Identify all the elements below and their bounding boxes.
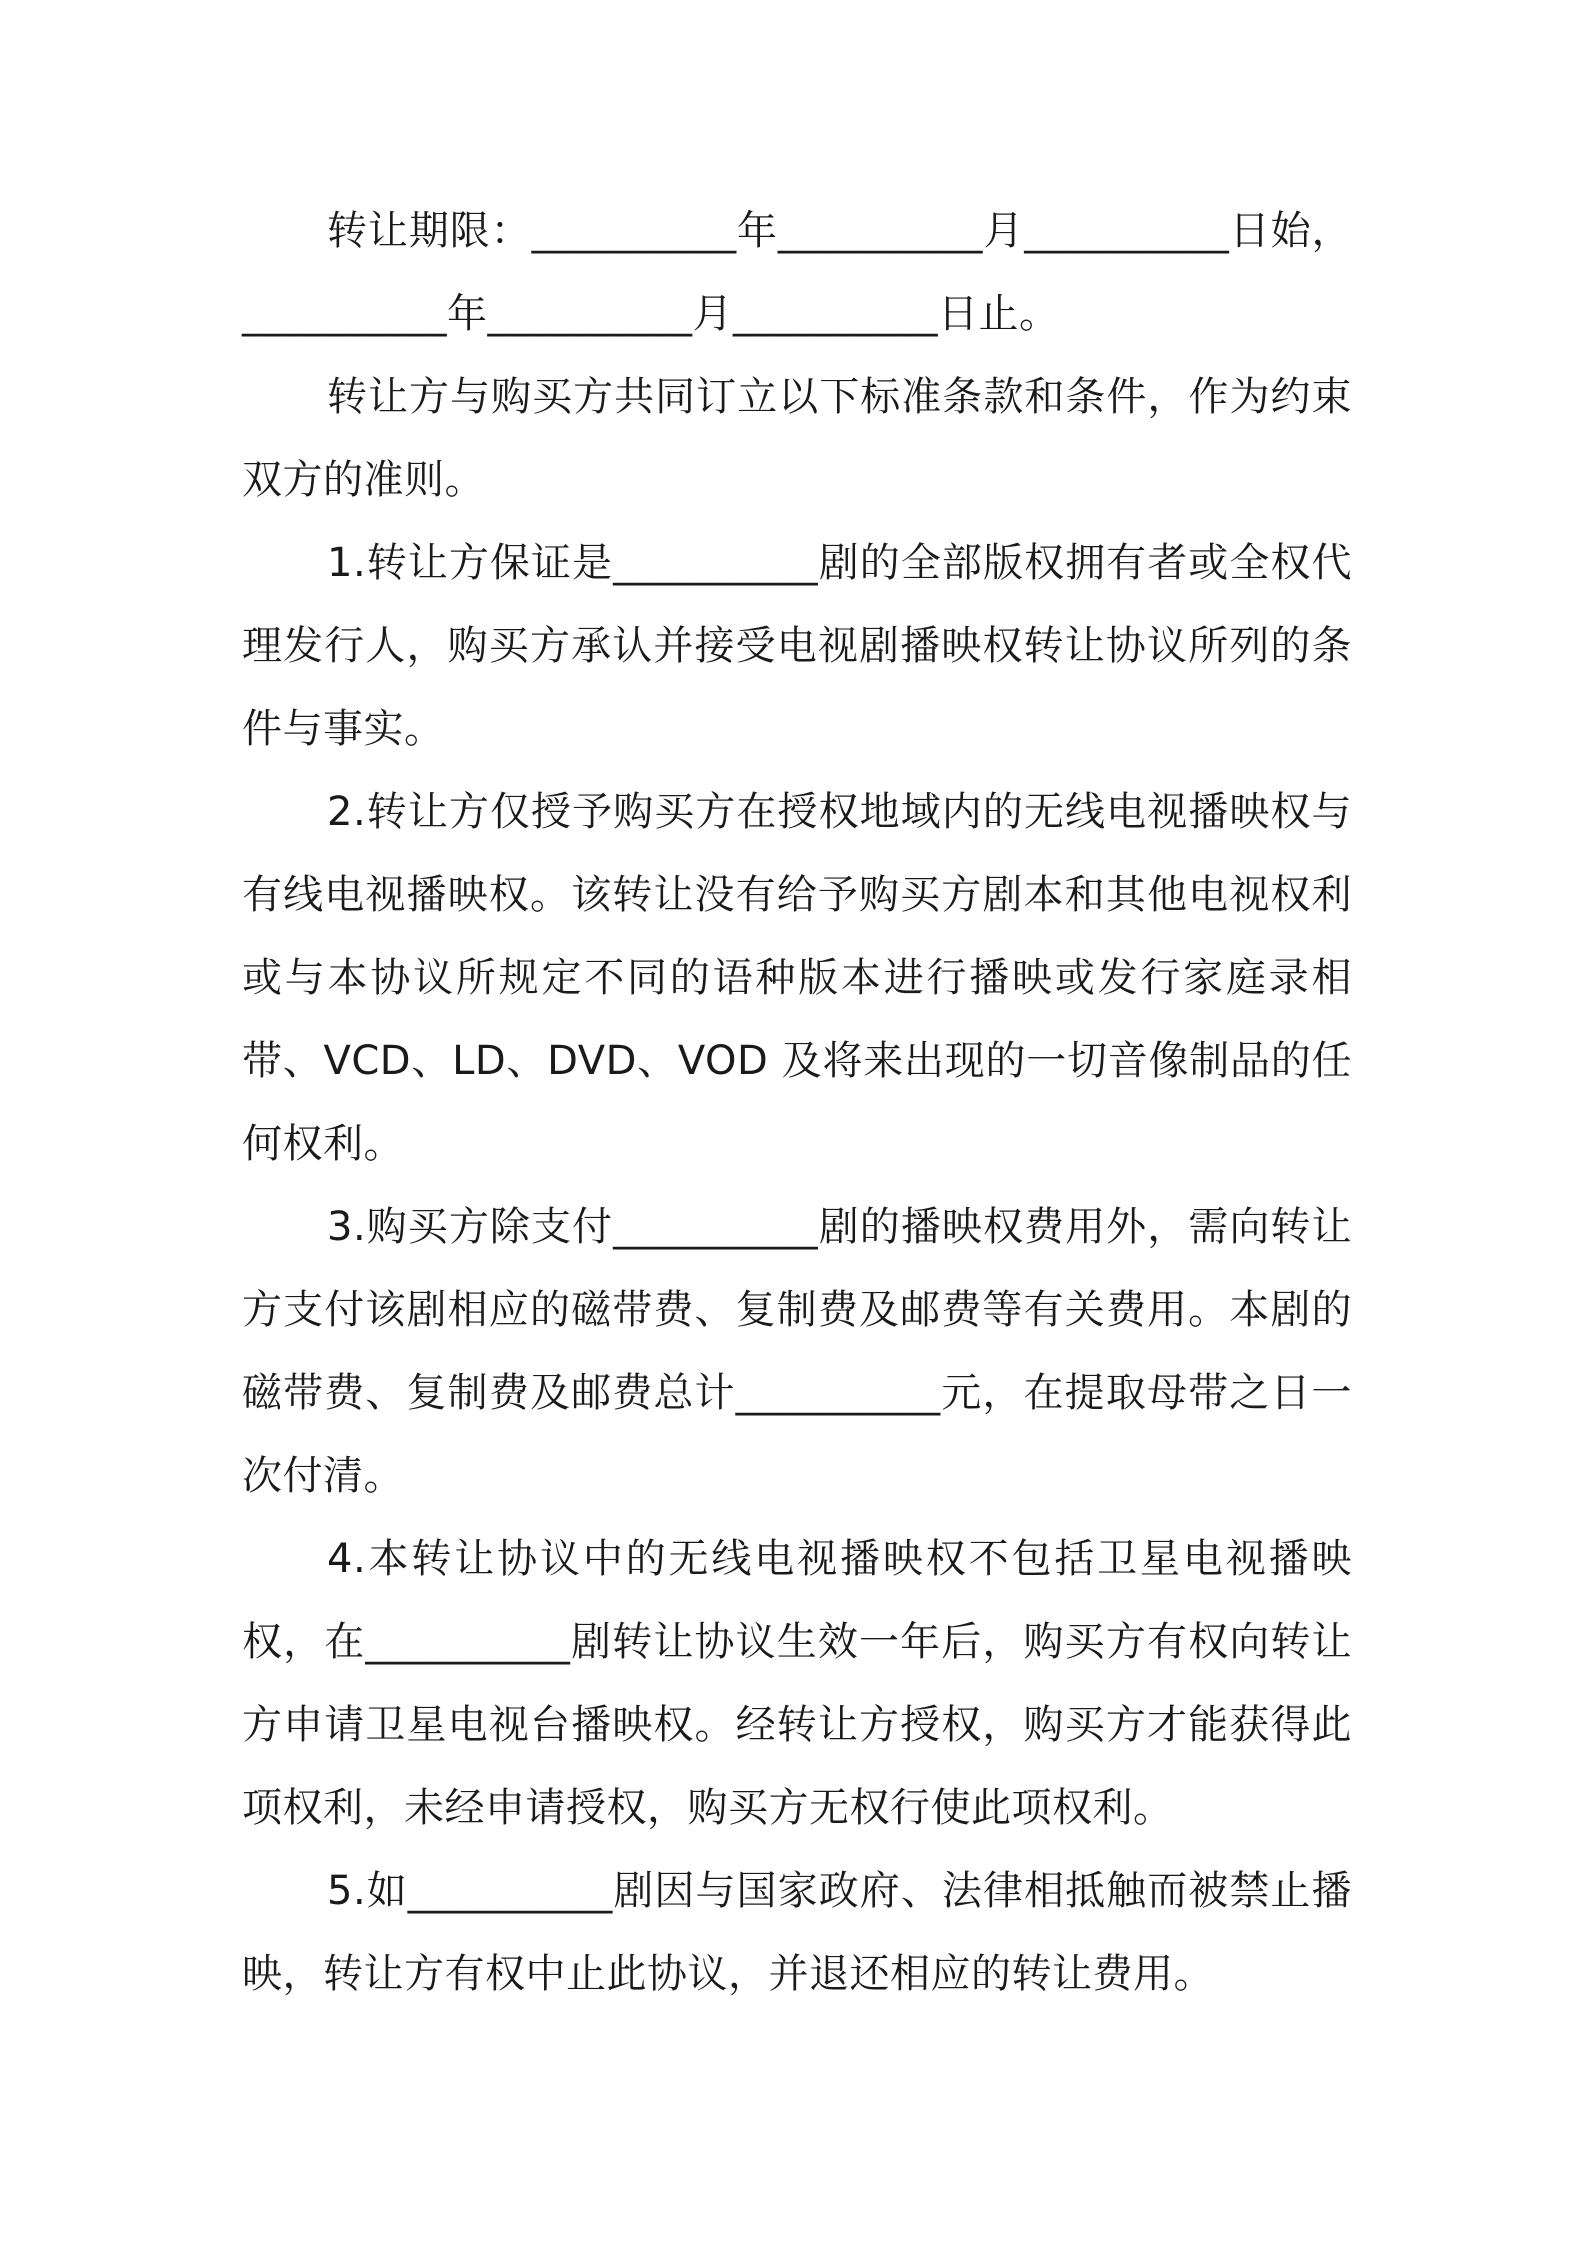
- clause-5-paragraph: 5.如__________剧因与国家政府、法律相抵触而被禁止播映，转让方有权中止此协议，并退还相应的转让费用。: [242, 1868, 1352, 1997]
- terms-intro-paragraph: 转让方与购买方共同订立以下标准条款和条件，作为约束双方的准则。: [242, 374, 1352, 503]
- clause-2-paragraph: 2.转让方仅授予购买方在授权地域内的无线电视播映权与有线电视播映权。该转让没有给予购买方剧本和其他电视权利或与本协议所规定不同的语种版本进行播映或发行家庭录相带、VCD、LD、DVD、VOD 及将来出现的一切音像制品的任何权利。: [242, 789, 1352, 1167]
- clause-1-paragraph: 1.转让方保证是__________剧的全部版权拥有者或全权代理发行人，购买方承认并接受电视剧播映权转让协议所列的条件与事实。: [242, 540, 1352, 752]
- transfer-period-paragraph: 转让期限：__________年__________月__________日始，__________年__________月__________日止。: [242, 208, 1352, 337]
- clause-4-paragraph: 4.本转让协议中的无线电视播映权不包括卫星电视播映权，在__________剧转让协议生效一年后，购买方有权向转让方申请卫星电视台播映权。经转让方授权，购买方才能获得此项权利，未经申请授权，购买方无权行使此项权利。: [242, 1536, 1352, 1831]
- document-page: [242, 190, 1352, 2016]
- clause-3-paragraph: 3.购买方除支付__________剧的播映权费用外，需向转让方支付该剧相应的磁带费、复制费及邮费等有关费用。本剧的磁带费、复制费及邮费总计__________元，在提取母带之日一次付清。: [242, 1204, 1352, 1499]
